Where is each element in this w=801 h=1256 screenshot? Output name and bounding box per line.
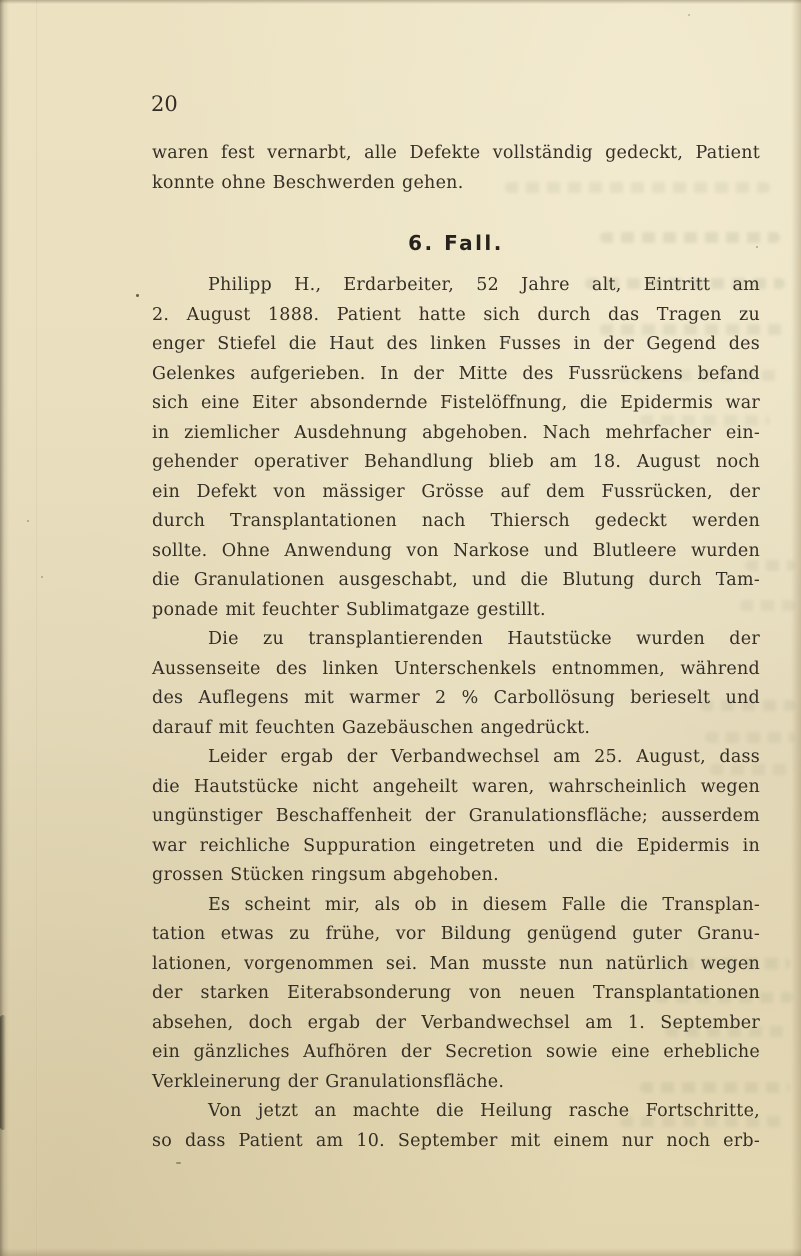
text-line: lationen, vorgenommen sei. Man musste nun natürlich wegen [152, 953, 760, 974]
case-heading: 6. Fall. [408, 231, 504, 255]
text-line: in ziemlicher Ausdehnung abgehoben. Nach mehrfacher ein- [152, 422, 760, 443]
text-line: Leider ergab der Verbandwechsel am 25. August, dass [208, 747, 760, 767]
text-line: sollte. Ohne Anwendung von Narkose und Blutleere wurden [152, 540, 760, 561]
text-line: Verkleinerung der Granulationsfläche. [152, 1071, 505, 1092]
text-line: 2. August 1888. Patient hatte sich durch das Tragen zu [152, 304, 760, 325]
text-line: tation etwas zu frühe, vor Bildung genügend guter Granu- [152, 924, 760, 944]
scan-edge-shadow-bottom [0, 1248, 801, 1256]
paper-speck [176, 1162, 181, 1164]
text-line: die Hautstücke nicht angeheilt waren, wahrscheinlich wegen [152, 776, 760, 797]
scan-edge-shadow-top [0, 0, 801, 4]
text-line: war reichliche Suppuration eingetreten und die Epidermis in [152, 835, 760, 856]
text-line: enger Stiefel die Haut des linken Fusses in der Gegend des [152, 334, 760, 354]
text-line: ein Defekt von mässiger Grösse auf dem Fussrücken, der [152, 481, 760, 502]
text-line: die Granulationen ausgeschabt, und die Blutung durch Tam- [152, 570, 760, 590]
text-line: so dass Patient am 10. September mit einem nur noch erb- [152, 1130, 760, 1151]
text-line: absehen, doch ergab der Verbandwechsel am 1. September [152, 1012, 760, 1033]
paper-speck [136, 294, 139, 297]
text-line: Gelenkes aufgerieben. In der Mitte des Fussrückens befand [152, 363, 760, 384]
page-number: 20 [151, 92, 178, 116]
text-line: der starken Eiterabsonderung von neuen Transplantationen [152, 983, 760, 1003]
text-line: Die zu transplantierenden Hautstücke wurden der [208, 629, 760, 649]
paper-speck [688, 14, 690, 16]
case-description-text [152, 271, 760, 1156]
text-line: des Auflegens mit warmer 2 % Carbollösung berieselt und [152, 688, 760, 708]
scan-edge-shadow-right [791, 0, 801, 1256]
text-line: ungünstiger Beschaffenheit der Granulationsfläche; ausserdem [152, 806, 760, 826]
scan-edge-shadow-left-dark [0, 1015, 6, 1130]
paper-speck [756, 246, 758, 248]
text-line: ein gänzliches Aufhören der Secretion sowie eine erhebliche [152, 1042, 760, 1062]
text-line: konnte ohne Beschwerden gehen. [152, 172, 464, 193]
text-line: grossen Stücken ringsum abgehoben. [152, 865, 499, 885]
text-line: Es scheint mir, als ob in diesem Falle die Transplan- [208, 894, 760, 915]
text-line: darauf mit feuchten Gazebäuschen angedrückt. [152, 717, 591, 738]
text-line: sich eine Eiter absondernde Fistelöffnung, die Epidermis war [152, 393, 760, 413]
text-line: Aussenseite des linken Unterschenkels entnommen, während [152, 658, 760, 679]
text-line: Von jetzt an machte die Heilung rasche Fortschritte, [208, 1101, 760, 1121]
paper-crease [36, 0, 38, 1256]
text-line: gehender operativer Behandlung blieb am 18. August noch [152, 452, 760, 472]
paper-speck [41, 576, 43, 578]
running-text-continuation [152, 139, 760, 198]
text-line: waren fest vernarbt, alle Defekte vollständig gedeckt, Patient [152, 143, 760, 163]
paper-speck [27, 520, 29, 522]
text-line: durch Transplantationen nach Thiersch gedeckt werden [152, 511, 760, 531]
text-line: Philipp H., Erdarbeiter, 52 Jahre alt, Eintritt am [208, 275, 760, 295]
text-line: ponade mit feuchter Sublimatgaze gestillt. [152, 599, 546, 620]
